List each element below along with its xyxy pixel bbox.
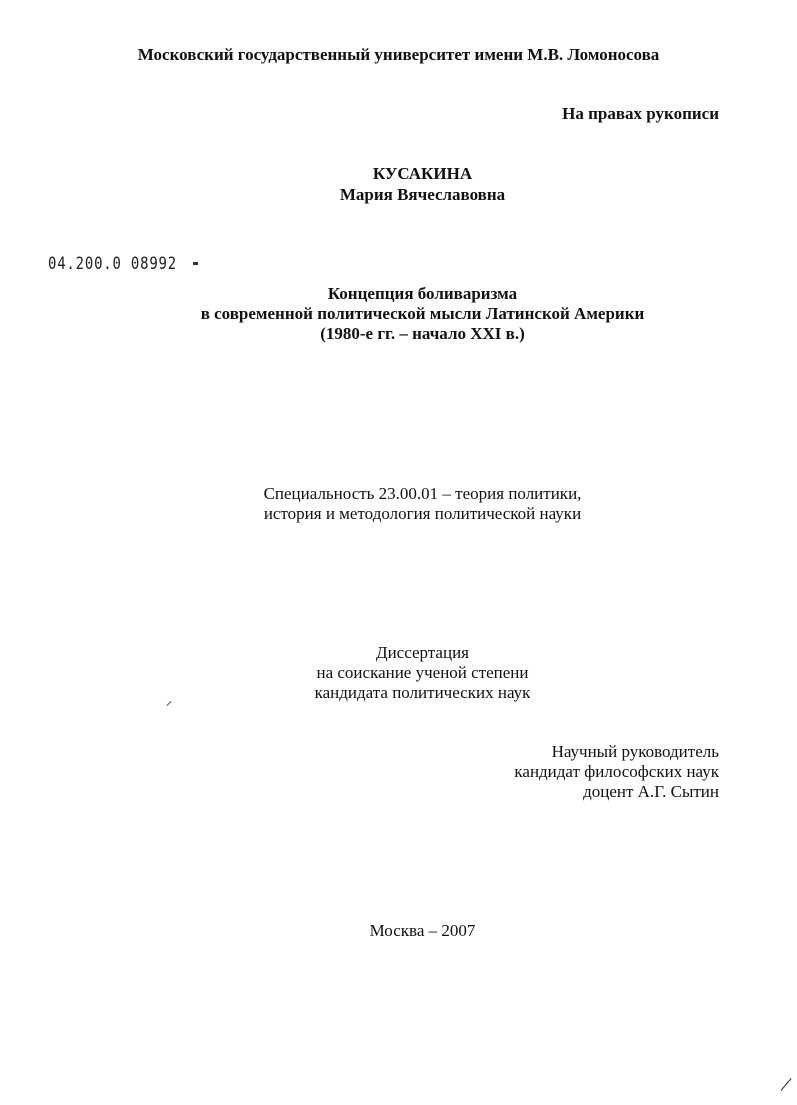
supervisor-line-1: Научный руководитель <box>551 742 719 761</box>
rights-notice: На правах рукописи <box>562 104 719 123</box>
degree-line-3: кандидата политических наук <box>314 683 531 702</box>
specialty-line-2: история и методология политической науки <box>263 504 582 523</box>
stamp-mark <box>193 262 198 265</box>
degree-line-1: Диссертация <box>375 643 469 662</box>
author-given-names: Мария Вячеславовна <box>339 185 506 204</box>
thesis-title-line-2: в современной политической мысли Латинской Америки <box>200 304 645 323</box>
city-year: Москва – 2007 <box>369 921 476 940</box>
registration-stamp: 04.200.0 08992 <box>48 254 177 274</box>
thesis-title-line-1: Концепция боливаризма <box>327 284 518 303</box>
supervisor-line-3: доцент А.Г. Сытин <box>583 782 719 801</box>
university-name: Московский государственный университет имени М.В. Ломоносова <box>137 45 660 64</box>
specialty-line-1: Специальность 23.00.01 – теория политики, <box>263 484 582 503</box>
supervisor-line-2: кандидат философских наук <box>514 762 719 781</box>
scan-corner-mark <box>780 1078 791 1091</box>
degree-line-2: на соискание ученой степени <box>316 663 529 682</box>
author-surname: КУСАКИНА <box>372 164 473 183</box>
thesis-title-line-3: (1980-е гг. – начало XXI в.) <box>320 324 525 343</box>
